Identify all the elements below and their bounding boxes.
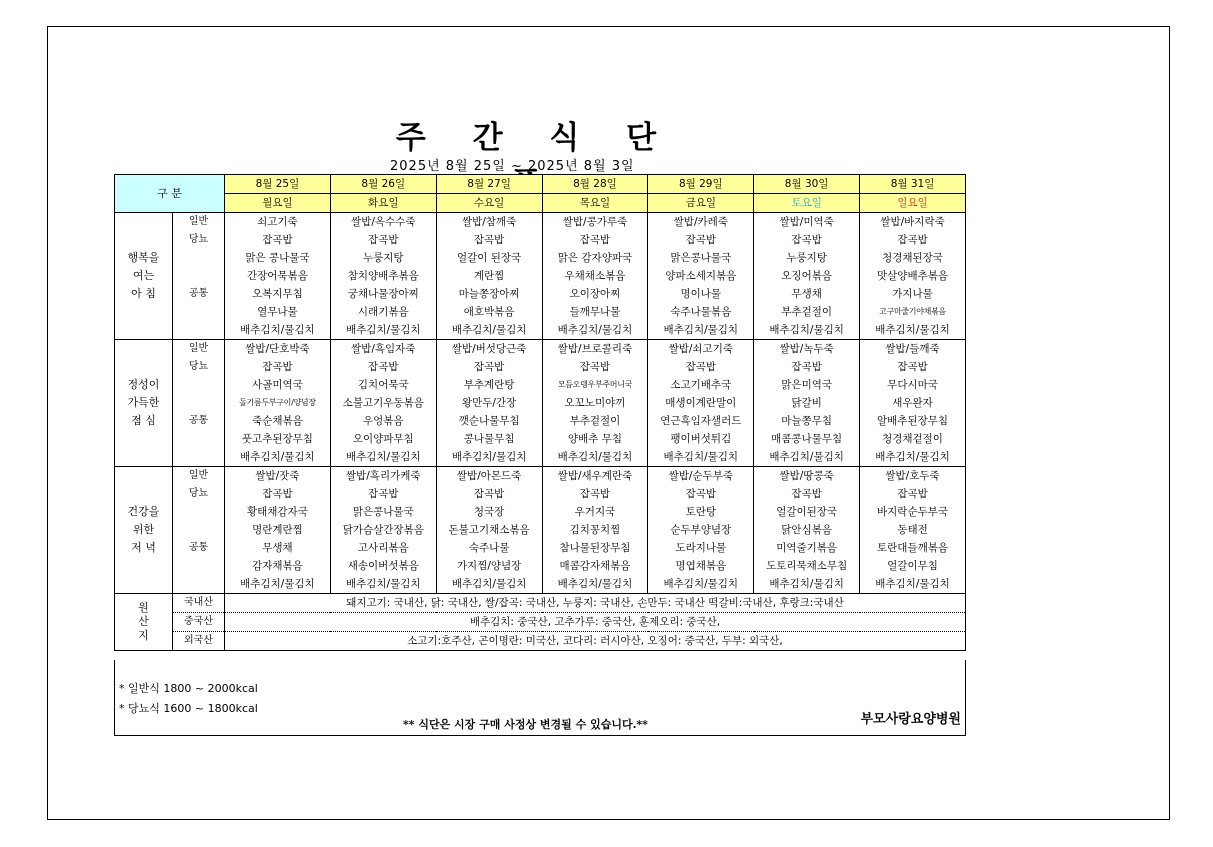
menu-item: 닭갈비 [754, 394, 860, 412]
sub-label: 당뇨 [173, 485, 225, 503]
day-cell: 토요일 [754, 194, 860, 213]
day-cell: 월요일 [225, 194, 331, 213]
meal-row [115, 358, 966, 376]
menu-item: 들깨무나물 [542, 303, 648, 321]
hospital-name: 부모사랑요양병원 [860, 712, 961, 727]
menu-item: 숙주나물볶음 [648, 303, 754, 321]
menu-item: 오이양파무침 [330, 430, 436, 448]
menu-item: 무생채 [225, 539, 331, 557]
menu-item: 배추김치/물김치 [436, 321, 542, 340]
menu-item: 쌀밥/미역죽 [754, 213, 860, 232]
menu-item: 연근흑임자샐러드 [648, 412, 754, 430]
menu-item: 쌀밥/단호박죽 [225, 340, 331, 359]
menu-item: 쌀밥/호두죽 [860, 467, 966, 486]
menu-item: 명이나물 [648, 285, 754, 303]
meal-label: 정성이 가득한 점 심 [115, 340, 173, 467]
menu-item: 부추겉절이 [542, 412, 648, 430]
menu-item: 숙주나물 [436, 539, 542, 557]
menu-item: 누룽지탕 [754, 249, 860, 267]
menu-item: 순두부양념장 [648, 521, 754, 539]
menu-item: 부추겉절이 [754, 303, 860, 321]
menu-item: 쌀밥/카레죽 [648, 213, 754, 232]
menu-item: 배추김치/물김치 [225, 321, 331, 340]
date-cell: 8월 28일 [542, 175, 648, 194]
menu-item: 우거지국 [542, 503, 648, 521]
weekly-menu-table [114, 174, 966, 651]
menu-item: 오징어볶음 [754, 267, 860, 285]
meal-row [115, 303, 966, 321]
menu-item: 배추김치/물김치 [330, 321, 436, 340]
origin-row [115, 632, 966, 651]
menu-item: 잡곡밥 [754, 358, 860, 376]
menu-item: 풋고추된장무침 [225, 430, 331, 448]
menu-item: 닭안심볶음 [754, 521, 860, 539]
menu-item: 감자채볶음 [225, 557, 331, 575]
meal-row [115, 467, 966, 486]
menu-item: 간장어묵볶음 [225, 267, 331, 285]
menu-item: 토란탕 [648, 503, 754, 521]
menu-item: 쌀밥/버섯당근죽 [436, 340, 542, 359]
menu-item: 배추김치/물김치 [860, 448, 966, 467]
menu-item: 모듬오뎅우부주머니국 [542, 376, 648, 394]
menu-item: 배추김치/물김치 [225, 575, 331, 594]
origin-label: 원 산 지 [115, 594, 173, 651]
menu-item: 팽이버섯튀김 [648, 430, 754, 448]
date-cell: 8월 26일 [330, 175, 436, 194]
origin-region: 중국산 [173, 613, 225, 632]
meal-label: 행복을 여는 아 침 [115, 213, 173, 340]
origin-region: 외국산 [173, 632, 225, 651]
menu-item: 맑은미역국 [754, 376, 860, 394]
sub-label-common: 공통 [173, 503, 225, 594]
menu-item: 배추김치/물김치 [542, 575, 648, 594]
menu-item: 맛살양배추볶음 [860, 267, 966, 285]
menu-item: 가지찜/양념장 [436, 557, 542, 575]
menu-item: 무생채 [754, 285, 860, 303]
menu-item: 배추김치/물김치 [436, 575, 542, 594]
origin-row [115, 613, 966, 632]
calorie-note-general: * 일반식 1800 ~ 2000kcal [119, 682, 258, 695]
menu-item: 누룽지탕 [330, 249, 436, 267]
menu-item: 맑은 감자양파국 [542, 249, 648, 267]
menu-item: 황태채감자국 [225, 503, 331, 521]
menu-item: 잡곡밥 [860, 485, 966, 503]
menu-item: 배추김치/물김치 [330, 575, 436, 594]
menu-item: 청경채된장국 [860, 249, 966, 267]
menu-item: 잡곡밥 [648, 485, 754, 503]
menu-item: 잡곡밥 [330, 485, 436, 503]
menu-item: 잡곡밥 [542, 485, 648, 503]
menu-item: 양파소세지볶음 [648, 267, 754, 285]
menu-item: 계란찜 [436, 267, 542, 285]
menu-item: 잡곡밥 [754, 231, 860, 249]
menu-item: 시래기볶음 [330, 303, 436, 321]
menu-item: 쌀밥/흑리가케죽 [330, 467, 436, 486]
menu-item: 잡곡밥 [542, 231, 648, 249]
meal-row [115, 412, 966, 430]
menu-item: 소고기배추국 [648, 376, 754, 394]
origin-region: 국내산 [173, 594, 225, 613]
header-day-row [115, 194, 966, 213]
menu-item: 잡곡밥 [648, 358, 754, 376]
date-cell: 8월 29일 [648, 175, 754, 194]
header-date-row [115, 175, 966, 194]
menu-item: 청경채겉절이 [860, 430, 966, 448]
meal-row [115, 285, 966, 303]
menu-item: 잡곡밥 [330, 231, 436, 249]
menu-item: 매생이계란말이 [648, 394, 754, 412]
menu-item: 잡곡밥 [860, 358, 966, 376]
menu-item: 쌀밥/바지락죽 [860, 213, 966, 232]
menu-item: 배추김치/물김치 [860, 575, 966, 594]
meal-row [115, 376, 966, 394]
menu-item: 배추김치/물김치 [648, 321, 754, 340]
origin-text: 소고기:호주산, 곤이명란: 미국산, 코다리: 러시아산, 오징어: 중국산, 두부: 외국산, [225, 632, 966, 651]
menu-item: 쇠고기죽 [225, 213, 331, 232]
menu-item: 얼갈이무침 [860, 557, 966, 575]
menu-item: 배추김치/물김치 [542, 321, 648, 340]
menu-item: 참치양배추볶음 [330, 267, 436, 285]
menu-item: 쌀밥/땅콩죽 [754, 467, 860, 486]
menu-item: 잡곡밥 [648, 231, 754, 249]
menu-item: 매콤감자채볶음 [542, 557, 648, 575]
meal-row [115, 249, 966, 267]
menu-item: 명엽채볶음 [648, 557, 754, 575]
menu-item: 애호박볶음 [436, 303, 542, 321]
meal-row [115, 485, 966, 503]
menu-item: 쌀밥/브로콜리죽 [542, 340, 648, 359]
meal-row [115, 521, 966, 539]
sub-label-common: 공통 [173, 249, 225, 340]
menu-item: 마늘쫑무침 [754, 412, 860, 430]
menu-item: 고구마줄기야채볶음 [860, 303, 966, 321]
meal-row [115, 430, 966, 448]
menu-item: 배추김치/물김치 [648, 448, 754, 467]
menu-item: 김치꽁치찜 [542, 521, 648, 539]
gubun-header: 구 분 [115, 175, 225, 213]
meal-label: 건강을 위한 저 녁 [115, 467, 173, 594]
origin-text: 돼지고기: 국내산, 닭: 국내산, 쌀/잡곡: 국내산, 누룽지: 국내산, 손만두: 국내산 떡갈비:국내산, 후랑크:국내산 [225, 594, 966, 613]
meal-row [115, 557, 966, 575]
menu-item: 매콤콩나물무침 [754, 430, 860, 448]
menu-item: 쌀밥/들깨죽 [860, 340, 966, 359]
menu-item: 깻순나물무침 [436, 412, 542, 430]
menu-item: 바지락순두부국 [860, 503, 966, 521]
day-cell: 목요일 [542, 194, 648, 213]
menu-item: 도라지나물 [648, 539, 754, 557]
menu-item: 마늘쫑장아찌 [436, 285, 542, 303]
sub-label: 일반 [173, 213, 225, 232]
menu-item: 청국장 [436, 503, 542, 521]
menu-item: 쌀밥/흑임자죽 [330, 340, 436, 359]
menu-item: 양배추 무침 [542, 430, 648, 448]
page-title: 주 간 식 단 [395, 120, 675, 156]
menu-item: 왕만두/간장 [436, 394, 542, 412]
sub-label: 당뇨 [173, 358, 225, 376]
meal-row [115, 575, 966, 594]
menu-item: 동태전 [860, 521, 966, 539]
menu-item: 잡곡밥 [225, 231, 331, 249]
menu-item: 배추김치/물김치 [754, 575, 860, 594]
menu-item: 사골미역국 [225, 376, 331, 394]
menu-item: 배추김치/물김치 [436, 448, 542, 467]
menu-item: 무다시마국 [860, 376, 966, 394]
menu-item: 배추김치/물김치 [860, 321, 966, 340]
menu-item: 쌀밥/잣죽 [225, 467, 331, 486]
footer-box [114, 660, 966, 736]
menu-item: 잡곡밥 [542, 358, 648, 376]
menu-item: 잡곡밥 [225, 358, 331, 376]
menu-item: 배추김치/물김치 [330, 448, 436, 467]
menu-item: 열무나물 [225, 303, 331, 321]
menu-item: 돈불고기채소볶음 [436, 521, 542, 539]
menu-item: 새우완자 [860, 394, 966, 412]
menu-item: 쌀밥/콩가루죽 [542, 213, 648, 232]
menu-item: 김치어묵국 [330, 376, 436, 394]
origin-row [115, 594, 966, 613]
menu-item: 맑은콩나물국 [330, 503, 436, 521]
calorie-note-diabetic: * 당뇨식 1600 ~ 1800kcal [119, 702, 258, 715]
meal-row [115, 213, 966, 232]
day-cell: 수요일 [436, 194, 542, 213]
menu-item: 맑은콩나물국 [648, 249, 754, 267]
menu-item: 우엉볶음 [330, 412, 436, 430]
menu-item: 쌀밥/녹두죽 [754, 340, 860, 359]
menu-item: 잡곡밥 [436, 358, 542, 376]
sub-label: 당뇨 [173, 231, 225, 249]
change-notice: ** 식단은 시장 구매 사정상 변경될 수 있습니다.** [403, 718, 648, 731]
menu-item: 죽순채볶음 [225, 412, 331, 430]
sub-label: 일반 [173, 467, 225, 486]
menu-item: 명란계란찜 [225, 521, 331, 539]
meal-row [115, 267, 966, 285]
menu-item: 우채채소볶음 [542, 267, 648, 285]
date-cell: 8월 25일 [225, 175, 331, 194]
menu-item: 배추김치/물김치 [648, 575, 754, 594]
date-cell: 8월 31일 [860, 175, 966, 194]
date-cell: 8월 27일 [436, 175, 542, 194]
menu-item: 고사리볶음 [330, 539, 436, 557]
menu-item: 콩나물무침 [436, 430, 542, 448]
menu-item: 잡곡밥 [436, 485, 542, 503]
day-cell: 금요일 [648, 194, 754, 213]
meal-row [115, 321, 966, 340]
menu-item: 가지나물 [860, 285, 966, 303]
menu-item: 잡곡밥 [860, 231, 966, 249]
menu-item: 도토리묵채소무침 [754, 557, 860, 575]
menu-item: 토란대들깨볶음 [860, 539, 966, 557]
menu-item: 배추김치/물김치 [225, 448, 331, 467]
menu-item: 닭가슴살간장볶음 [330, 521, 436, 539]
menu-item: 배추김치/물김치 [754, 321, 860, 340]
date-cell: 8월 30일 [754, 175, 860, 194]
meal-row [115, 231, 966, 249]
meal-row [115, 539, 966, 557]
meal-row [115, 340, 966, 359]
menu-item: 잡곡밥 [754, 485, 860, 503]
menu-item: 쌀밥/새우계란죽 [542, 467, 648, 486]
menu-item: 오꼬노미야끼 [542, 394, 648, 412]
menu-item: 참나물된장무침 [542, 539, 648, 557]
menu-item: 쌀밥/아몬드죽 [436, 467, 542, 486]
sub-label-common: 공통 [173, 376, 225, 467]
menu-item: 새송이버섯볶음 [330, 557, 436, 575]
menu-item: 잡곡밥 [436, 231, 542, 249]
menu-item: 쌀밥/쇠고기죽 [648, 340, 754, 359]
origin-text: 배추김치: 중국산, 고추가루: 중국산, 훈제오리: 중국산, [225, 613, 966, 632]
menu-item: 소불고기우동볶음 [330, 394, 436, 412]
menu-item: 미역줄기볶음 [754, 539, 860, 557]
menu-item: 돌기름두부구이/양념장 [225, 394, 331, 412]
menu-item: 쌀밥/순두부죽 [648, 467, 754, 486]
meal-row [115, 448, 966, 467]
date-range: 2025년 8월 25일 ~ 2025년 8월 3일 [390, 159, 635, 174]
menu-item: 맑은 콩나물국 [225, 249, 331, 267]
meal-row [115, 394, 966, 412]
day-cell: 화요일 [330, 194, 436, 213]
menu-item: 잡곡밥 [330, 358, 436, 376]
menu-item: 배추김치/물김치 [754, 448, 860, 467]
menu-item: 알배추된장무침 [860, 412, 966, 430]
menu-item: 얼갈이 된장국 [436, 249, 542, 267]
menu-item: 얼갈이된장국 [754, 503, 860, 521]
menu-item: 잡곡밥 [225, 485, 331, 503]
meal-row [115, 503, 966, 521]
menu-item: 오이장아찌 [542, 285, 648, 303]
menu-item: 쌀밥/옥수수죽 [330, 213, 436, 232]
menu-item: 궁채나물장아찌 [330, 285, 436, 303]
day-cell: 일요일 [860, 194, 966, 213]
menu-item: 오복지무침 [225, 285, 331, 303]
sub-label: 일반 [173, 340, 225, 359]
menu-item: 배추김치/물김치 [542, 448, 648, 467]
menu-item: 쌀밥/참깨죽 [436, 213, 542, 232]
menu-item: 부추계란탕 [436, 376, 542, 394]
